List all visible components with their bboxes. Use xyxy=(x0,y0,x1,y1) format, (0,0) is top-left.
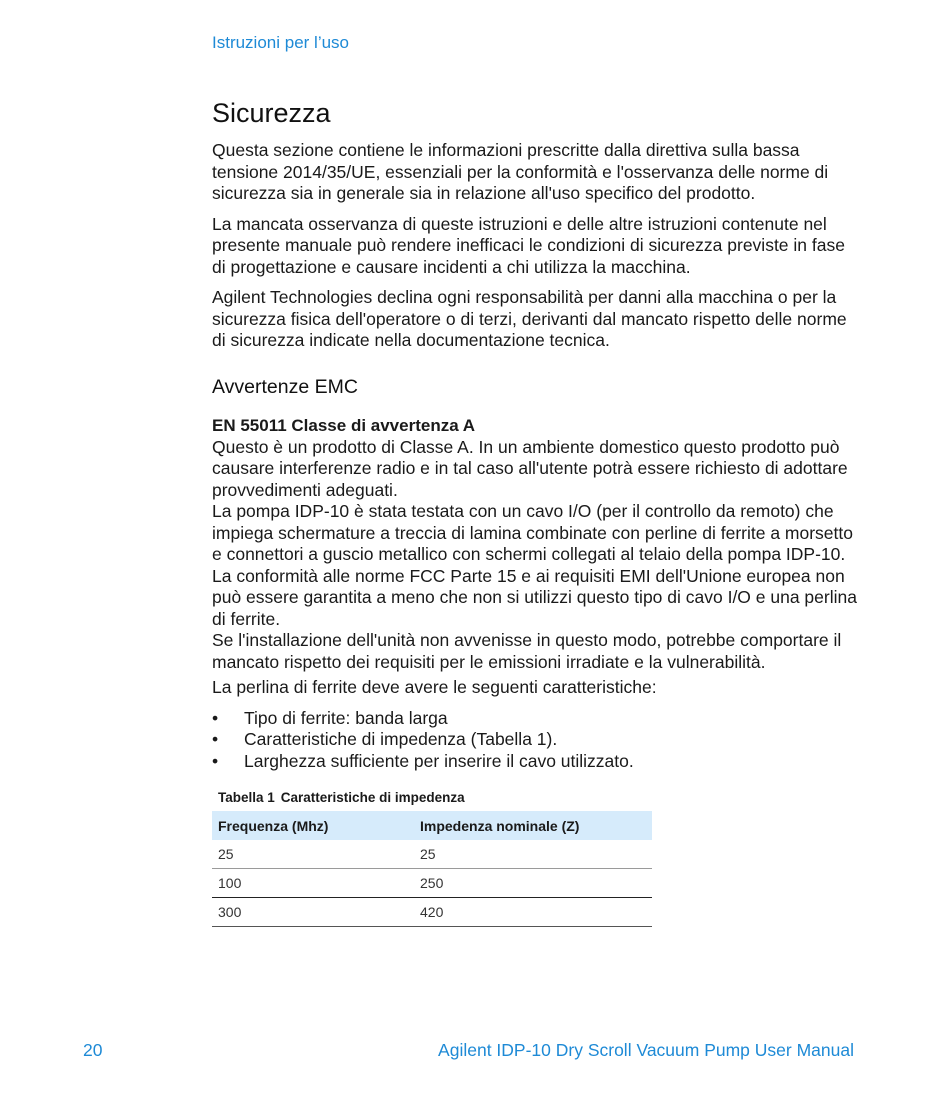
page-title: Sicurezza xyxy=(212,98,331,128)
emc-paragraph: La pompa IDP-10 è stata testata con un cavo I/O (per il controllo da remoto) che impiega schermature a treccia di lamina combinate con perline di ferrite a morsetto e connettori a guscio metallico con schermi collegati al telaio della pompa IDP-10. xyxy=(212,501,853,564)
emc-paragraph: La perlina di ferrite deve avere le seguenti caratteristiche: xyxy=(212,677,657,697)
table-cell: 100 xyxy=(212,869,414,898)
impedance-table xyxy=(212,811,652,927)
emc-paragraph: Questo è un prodotto di Classe A. In un ambiente domestico questo prodotto può causare interferenze radio e in tal caso all'utente potrà essere richiesto di adottare provvedimenti adeguati. xyxy=(212,436,848,500)
list-item: • Caratteristiche di impedenza (Tabella 1). xyxy=(212,729,862,751)
table-cell: 25 xyxy=(414,840,652,869)
ferrite-requirements-list xyxy=(212,708,862,773)
table-cell: 420 xyxy=(414,898,652,927)
running-header: Istruzioni per l’uso xyxy=(212,33,350,52)
list-item: • Larghezza sufficiente per inserire il cavo utilizzato. xyxy=(212,751,862,773)
table-cell: 250 xyxy=(414,869,652,898)
emc-subheading: EN 55011 Classe di avvertenza A xyxy=(212,415,476,435)
emc-paragraph: Se l'installazione dell'unità non avvenisse in questo modo, potrebbe comportare il mancato rispetto dei requisiti per le emissioni irradiate e la vulnerabilità. xyxy=(212,630,842,672)
table-caption-text: Caratteristiche di impedenza xyxy=(280,790,465,805)
intro-paragraph: La mancata osservanza di queste istruzioni e delle altre istruzioni contenute nel presente manuale può rendere inefficaci le condizioni di sicurezza previste in fase di progettazione e causare incidenti a chi utilizza la macchina. xyxy=(212,213,845,277)
page-content xyxy=(212,98,862,927)
table-caption-label: Tabella 1 xyxy=(218,790,275,805)
table-row xyxy=(212,840,652,869)
intro-paragraph: Agilent Technologies declina ogni responsabilità per danni alla macchina o per la sicurezza fisica dell'operatore o di terzi, derivanti dal mancato rispetto delle norme di sicurezza indicate nella documentazione tecnica. xyxy=(212,287,847,350)
table-cell: 25 xyxy=(212,840,414,869)
emc-body xyxy=(212,437,862,699)
emc-heading: Avvertenze EMC xyxy=(212,375,358,398)
table-header-row xyxy=(212,811,652,840)
column-header-frequency: Frequenza (Mhz) xyxy=(212,811,414,840)
table-row xyxy=(212,869,652,898)
emc-paragraph: La conformità alle norme FCC Parte 15 e ai requisiti EMI dell'Unione europea non può essere garantita a meno che non si utilizzi questo tipo di cavo I/O e una perlina di ferrite. xyxy=(212,565,857,629)
table-row xyxy=(212,898,652,927)
intro-paragraph: Questa sezione contiene le informazioni prescritte dalla direttiva sulla bassa tensione 2014/35/UE, essenziali per la conformità e l'osservanza delle norme di sicurezza sia in generale sia in relazione all'uso specifico del prodotto. xyxy=(212,140,829,203)
manual-title: Agilent IDP-10 Dry Scroll Vacuum Pump User Manual xyxy=(438,1040,854,1060)
page-number: 20 xyxy=(83,1040,103,1060)
list-item: • Tipo di ferrite: banda larga xyxy=(212,708,862,730)
column-header-impedance: Impedenza nominale (Z) xyxy=(414,811,652,840)
table-cell: 300 xyxy=(212,898,414,927)
table-caption xyxy=(218,790,862,805)
